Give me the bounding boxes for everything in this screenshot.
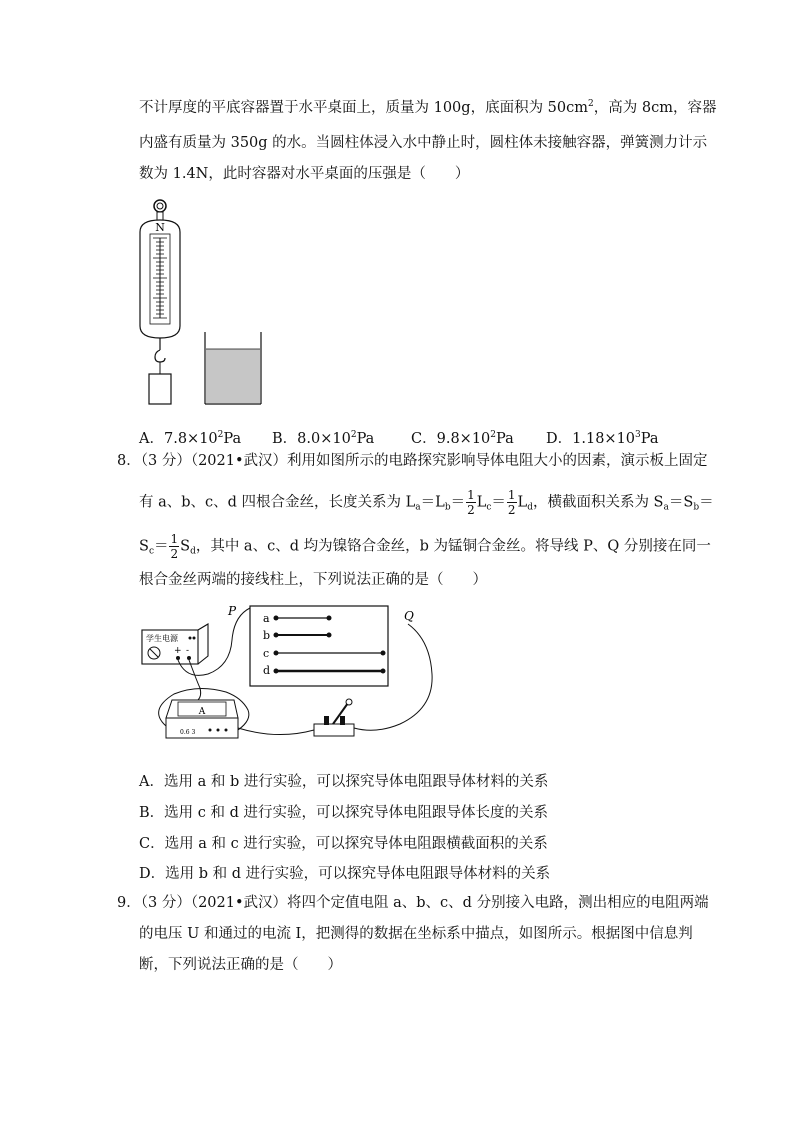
- wire-label-c: c: [263, 647, 270, 660]
- power-plus: +: [174, 646, 182, 656]
- q7-option-d[interactable]: D．$1.18\times 10^3Pa$: [546, 430, 659, 447]
- q8-option-a[interactable]: A．选用 a 和 b 进行实验，可以探究导体电阻跟导体材料的关系: [139, 774, 549, 790]
- q7-spring-scale-diagram: [130, 198, 270, 413]
- wire-label-a: a: [263, 612, 270, 625]
- water: [206, 349, 260, 403]
- cylinder: [149, 374, 171, 404]
- power-supply-label: 学生电源: [146, 634, 178, 643]
- q8-circuit-diagram: [138, 600, 458, 750]
- q7-option-a[interactable]: A．$7.8\times 10^2Pa$: [139, 430, 242, 447]
- q7-line-3: 数为 1.4N，此时容器对水平桌面的压强是（ ）: [139, 166, 470, 182]
- q8-line-4: 根合金丝两端的接线柱上，下列说法正确的是（ ）: [139, 572, 487, 588]
- q9-line-1: 9．（3 分）（2021•武汉）将四个定值电阻 a、b、c、d 分别接入电路，测出相应的电阻两端: [117, 895, 709, 911]
- power-minus: -: [186, 646, 190, 656]
- scale-unit-label: N: [155, 221, 165, 234]
- q9-line-2: 的电压 U 和通过的电流 I，把测得的数据在坐标系中描点，如图所示。根据图中信息判: [139, 926, 693, 942]
- q8-line-2: 有 a、b、c、d 四根合金丝，长度关系为 $L_a=L_b=$ $\frac{1}{2}$ $L_c=$ $\frac{1}{2}$ $L_d$，横截面积关系为 $S_a=S_b=$: [139, 488, 714, 517]
- q8-line-3: $S_c=$ $\frac{1}{2}$ $S_d$，其中 a、c、d 均为镍铬合金丝，b 为锰铜合金丝。将导线 P、Q 分别接在同一: [139, 532, 711, 561]
- label-p: P: [228, 604, 237, 618]
- q8-option-b[interactable]: B．选用 c 和 d 进行实验，可以探究导体电阻跟导体长度的关系: [139, 805, 548, 821]
- q7-line-1: 不计厚度的平底容器置于水平桌面上，质量为 100g，底面积为 $50cm^2$，高为 8cm，容器: [139, 99, 717, 116]
- q8-line-1: 8．（3 分）（2021•武汉）利用如图所示的电路探究影响导体电阻大小的因素，演示板上固定: [117, 453, 708, 469]
- ammeter-scale: 0.6 3: [180, 729, 196, 736]
- wire-label-d: d: [263, 664, 271, 677]
- q8-option-c[interactable]: C．选用 a 和 c 进行实验，可以探究导体电阻跟横截面积的关系: [139, 836, 548, 852]
- ammeter: [166, 718, 238, 738]
- ammeter-label: A: [198, 707, 206, 717]
- wire-label-b: b: [263, 629, 271, 642]
- switch: [314, 724, 354, 736]
- label-q: Q: [404, 609, 414, 623]
- q7-line-2: 内盛有质量为 350g 的水。当圆柱体浸入水中静止时，圆柱体未接触容器，弹簧测力计示: [139, 135, 708, 151]
- q7-option-c[interactable]: C．$9.8\times 10^2Pa$: [411, 430, 514, 447]
- q9-line-3: 断，下列说法正确的是（ ）: [139, 957, 342, 973]
- q8-option-d[interactable]: D．选用 b 和 d 进行实验，可以探究导体电阻跟导体材料的关系: [139, 866, 551, 882]
- q7-option-b[interactable]: B．$8.0\times 10^2Pa$: [272, 430, 375, 447]
